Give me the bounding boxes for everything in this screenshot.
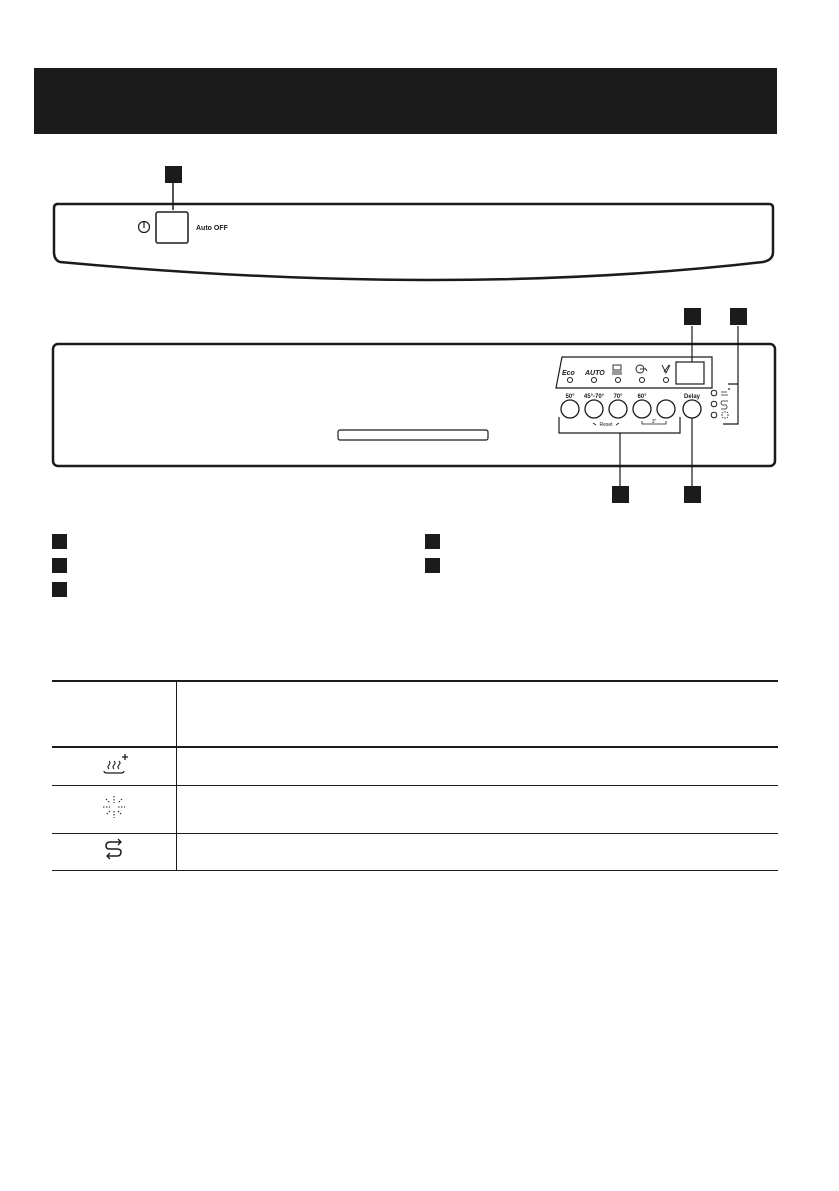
table-row [52, 785, 778, 833]
program-eco-label: Eco [562, 370, 575, 377]
legend-marker-2 [52, 558, 67, 573]
sparkle-icon [721, 411, 729, 419]
glass-rinse-icon [662, 365, 670, 373]
glass-clock-icon [636, 365, 647, 373]
reset-right-arrow [616, 423, 619, 425]
program-button-45-70[interactable] [585, 400, 603, 418]
legend-marker-1 [52, 534, 67, 549]
table-header-cell-description [177, 681, 779, 747]
button-label-70: 70° [613, 394, 623, 400]
option-button[interactable] [657, 400, 675, 418]
program-buttons-bracket [559, 417, 680, 433]
legend-marker-3 [52, 582, 67, 597]
program-button-50[interactable] [561, 400, 579, 418]
table-row-text [177, 833, 779, 870]
program-button-70[interactable] [609, 400, 627, 418]
combo-label: 3" [651, 419, 657, 425]
status-indicator-leds [711, 390, 717, 418]
reset-left-arrow [593, 423, 596, 425]
table-header-cell-indicator [52, 681, 177, 747]
table-row-text [177, 747, 779, 785]
heat-plus-icon [721, 388, 730, 395]
door-handle-slot [338, 430, 488, 440]
table-row [52, 747, 778, 785]
program-auto-label: AUTO [585, 370, 605, 377]
legend-marker-4 [425, 534, 440, 549]
table-header-row [52, 681, 778, 747]
lower-control-panel [0, 0, 839, 520]
button-label-delay: Delay [683, 394, 701, 400]
auto-off-label: Auto OFF [196, 225, 228, 232]
sparkle-icon [101, 794, 127, 820]
pot-icon [612, 365, 622, 374]
indicator-table [52, 680, 778, 871]
rinse-cycle-icon [101, 838, 127, 860]
legend-marker-5 [425, 558, 440, 573]
rinse-cycle-icon [721, 401, 728, 409]
delay-button[interactable] [683, 400, 701, 418]
button-label-60: 60° [637, 394, 647, 400]
heat-plus-icon [99, 753, 129, 775]
delay-display [676, 362, 704, 384]
table-row [52, 833, 778, 870]
reset-label: Reset [599, 422, 613, 428]
table-row-text [177, 785, 779, 833]
program-button-60[interactable] [633, 400, 651, 418]
button-label-50: 50° [565, 394, 575, 400]
program-indicator-leds [568, 378, 669, 383]
button-label-45-70: 45°-70° [583, 394, 605, 400]
